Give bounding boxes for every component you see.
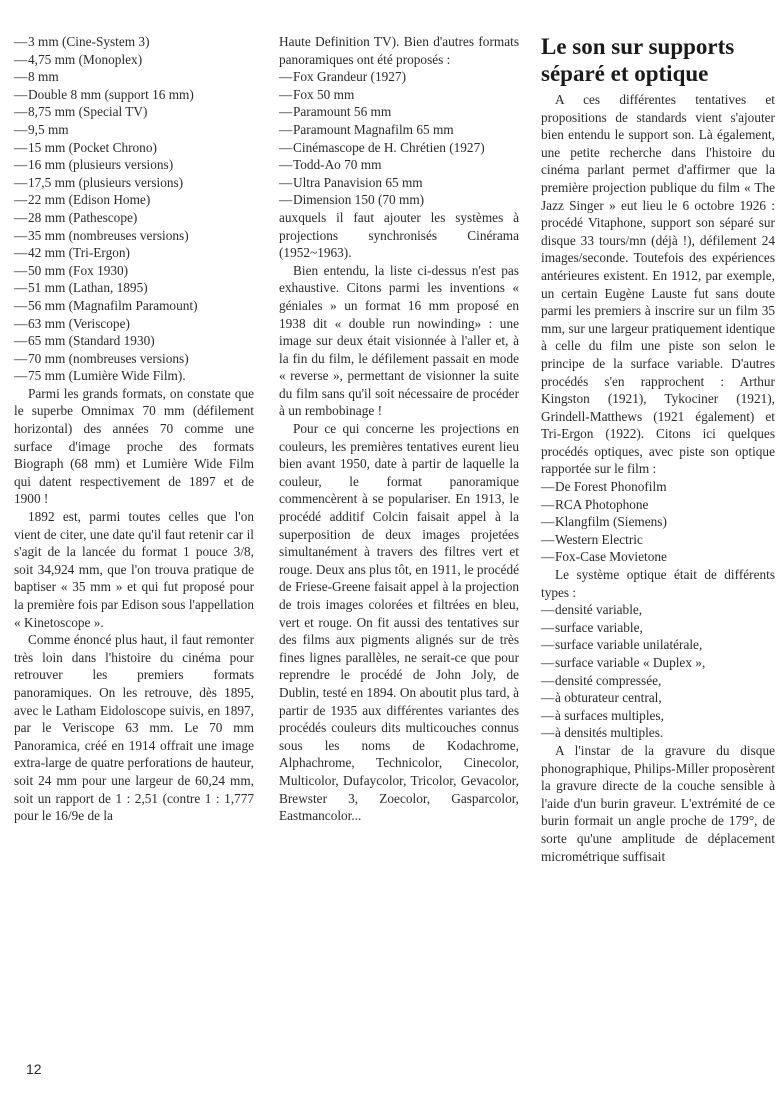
list-item-text: 3 mm (Cine-System 3) — [28, 34, 150, 49]
list-item-text: à densités multiples. — [555, 725, 664, 741]
list-item — [541, 478, 775, 496]
list-dash: — — [14, 333, 28, 349]
list-item-text: 15 mm (Pocket Chrono) — [28, 139, 157, 155]
list-item — [541, 654, 775, 672]
list-dash: — — [14, 192, 28, 208]
list-dash: — — [279, 104, 293, 120]
list-item-text: 17,5 mm (plusieurs versions) — [28, 174, 184, 190]
list-dash: — — [14, 34, 28, 49]
list-item — [279, 121, 519, 139]
list-item-text: Paramount Magnafilm 65 mm — [293, 121, 454, 137]
list-item-text: Ultra Panavision 65 mm — [293, 174, 423, 190]
list-item — [14, 297, 254, 315]
list-item — [14, 121, 254, 139]
optical-type-list — [541, 601, 775, 742]
list-item — [14, 367, 254, 385]
list-dash: — — [14, 245, 28, 261]
list-dash: — — [541, 637, 555, 653]
list-item — [14, 279, 254, 297]
list-dash: — — [14, 368, 28, 384]
list-item-text: 50 mm (Fox 1930) — [28, 262, 129, 278]
section-heading: Le son sur supports séparé et optique — [541, 34, 735, 86]
list-item-text: densité variable, — [555, 602, 643, 618]
list-item — [14, 156, 254, 174]
paragraph: A ces différentes tentatives et propositions de standards vient s'ajouter bien entendu le support son. Là également, une petite recherche dans l'histoire du cinéma parlant permet d'affirmer que la première projection publique du film « The Jazz Singer » eut lieu le 6 octobre 1926 : procédé Vitaphone, support son séparé sur disque 33 tours/mn (déjà !), défilement 24 images/seconde. Toutefois des expériences antérieures existent. En 1912, par exemple, un certain Eugène Lauste fut sans doute parmi les premiers à inscrire sur un film 35 mm, sur une largeur pratiquement identique à celle du film une piste son selon le principe de la surface variable. D'autres procédés s'en rapprochent : Arthur Kingston (1921), Tykociner (1921), Grindell-Matthews (1921 également) et Tri-Ergon (1922). Citons ici quelques procédés optiques, avec piste son optique rapportée sur le film : — [541, 92, 775, 477]
list-item-text: Western Electric — [555, 531, 643, 547]
list-item — [14, 174, 254, 192]
list-item-text: 8 mm — [28, 69, 59, 85]
list-item — [279, 86, 519, 104]
list-dash: — — [541, 531, 555, 547]
list-item — [541, 601, 775, 619]
column-3 — [541, 33, 775, 865]
list-dash: — — [541, 479, 555, 495]
paragraph: Haute Definition TV). Bien d'autres formats panoramiques ont été proposés : — [279, 34, 519, 67]
list-item-text: 75 mm (Lumière Wide Film). — [28, 368, 186, 384]
list-item — [279, 174, 519, 192]
paragraph: Le système optique était de différents types : — [541, 567, 775, 600]
list-item-text: surface variable, — [555, 619, 643, 635]
list-dash: — — [14, 157, 28, 173]
list-item-text: Paramount 56 mm — [293, 104, 392, 120]
list-item — [541, 636, 775, 654]
list-item-text: Fox Grandeur (1927) — [293, 69, 406, 85]
list-item — [14, 350, 254, 368]
list-dash: — — [14, 104, 28, 120]
list-item-text: densité compressée, — [555, 672, 662, 688]
list-item-text: 51 mm (Lathan, 1895) — [28, 280, 148, 296]
list-dash: — — [541, 690, 555, 706]
list-dash: — — [279, 86, 293, 102]
list-dash: — — [279, 121, 293, 137]
list-dash: — — [541, 619, 555, 635]
list-item — [541, 707, 775, 725]
list-item — [14, 262, 254, 280]
list-item — [14, 103, 254, 121]
list-dash: — — [279, 192, 293, 208]
list-dash: — — [14, 121, 28, 137]
list-item — [14, 68, 254, 86]
list-item-text: surface variable « Duplex », — [555, 655, 706, 670]
list-item — [541, 724, 775, 742]
list-item-text: surface variable unilatérale, — [555, 637, 703, 653]
list-item — [541, 496, 775, 514]
list-item — [14, 86, 254, 104]
list-item-text: Cinémascope de H. Chrétien (1927) — [293, 139, 485, 155]
list-dash: — — [14, 69, 28, 85]
list-dash: — — [14, 262, 28, 278]
list-item — [14, 244, 254, 262]
list-item — [14, 315, 254, 333]
list-dash: — — [541, 602, 555, 618]
list-item-text: 56 mm (Magnafilm Paramount) — [28, 297, 198, 313]
list-item-text: Dimension 150 (70 mm) — [293, 192, 425, 208]
paragraph: Pour ce qui concerne les projections en couleurs, les premières tentatives eurent lieu bien avant 1950, date à partir de laquelle la couleur, le format panoramique commencèrent à se populariser. En 1913, le procédé additif Colcin faisait appel à la superposition de deux images projetées simultanément à travers des filtres vert et rouge. Deux ans plus tôt, en 1911, le procédé de Friese-Greene faisait appel à la projection de trois images colorées et filtrées en bleu, vert et rouge. On fit aussi des tentatives sur des films aux pigments alignés sur de très fines lignes parallèles, ne serait-ce que pour reprendre le procédé de John Joly, de Dublin, testé en 1894. On aboutit plus tard, à partir de 1935 aux différentes variantes des procédés couleurs dits multicouches connus sous les noms de Kodachrome, Alphachrome, Technicolor, Cinecolor, Multicolor, Dufaycolor, Tricolor, Gevacolor, Brewster 3, Zoecolor, Gasparcolor, Eastmancolor... — [279, 421, 519, 824]
list-item — [279, 156, 519, 174]
list-dash: — — [14, 86, 28, 102]
list-item — [14, 51, 254, 69]
list-dash: — — [14, 297, 28, 313]
list-item-text: 65 mm (Standard 1930) — [28, 333, 155, 349]
list-item-text: Todd-Ao 70 mm — [293, 157, 382, 173]
format-list — [14, 33, 254, 385]
list-dash: — — [14, 280, 28, 296]
list-item — [541, 619, 775, 637]
list-dash: — — [14, 350, 28, 366]
list-item-text: Fox 50 mm — [293, 86, 355, 102]
list-item-text: 28 mm (Pathescope) — [28, 209, 138, 225]
list-item-text: à surfaces multiples, — [555, 707, 664, 723]
list-item — [14, 33, 254, 51]
list-item — [279, 103, 519, 121]
list-item-text: 63 mm (Veriscope) — [28, 315, 130, 331]
list-dash: — — [14, 139, 28, 155]
list-item — [541, 531, 775, 549]
list-dash: — — [541, 549, 555, 565]
list-item — [541, 548, 775, 566]
list-item — [541, 513, 775, 531]
paragraph: Bien entendu, la liste ci-dessus n'est pas exhaustive. Citons parmi les inventions « géniales » un format 16 mm proposé en 1938 dit « double run nowinding» : une image sur deux était visionnée à l'aller et, à la fin du film, le défilement passait en mode « reverse », permettant de visionner la suite du film sans qu'il soit nécessaire de procéder à un rembobinage ! — [279, 262, 519, 419]
list-item-text: 42 mm (Tri-Ergon) — [28, 245, 130, 261]
page-number: 12 — [26, 1061, 42, 1077]
list-dash: — — [541, 725, 555, 741]
list-item — [279, 68, 519, 86]
list-item — [14, 139, 254, 157]
paragraph: auxquels il faut ajouter les systèmes à projections synchronisés Cinérama (1952~1963). — [279, 209, 519, 261]
list-item-text: 16 mm (plusieurs versions) — [28, 157, 174, 173]
list-item-text: 4,75 mm (Monoplex) — [28, 51, 143, 67]
list-item — [14, 191, 254, 209]
list-dash: — — [14, 51, 28, 67]
list-item-text: 70 mm (nombreuses versions) — [28, 350, 189, 366]
list-item-text: 22 mm (Edison Home) — [28, 192, 151, 208]
list-item-text: Double 8 mm (support 16 mm) — [28, 86, 194, 102]
list-dash: — — [541, 514, 555, 530]
paragraph: A l'instar de la gravure du disque phonographique, Philips-Miller proposèrent la gravure directe de la couche sensible à l'aide d'un burin graveur. L'extrémité de ce burin formait un angle proche de 179°, de sorte qu'une amplitude de déplacement micrométrique suffisait — [541, 742, 775, 864]
list-item — [279, 139, 519, 157]
list-item-text: RCA Photophone — [555, 496, 649, 512]
list-item-text: 35 mm (nombreuses versions) — [28, 227, 189, 243]
list-dash: — — [279, 174, 293, 190]
list-item-text: Fox-Case Movietone — [555, 549, 667, 565]
list-item — [14, 209, 254, 227]
list-item — [14, 332, 254, 350]
list-dash: — — [279, 139, 293, 155]
list-item-text: à obturateur central, — [555, 690, 662, 706]
list-dash: — — [14, 174, 28, 190]
list-dash: — — [14, 315, 28, 331]
list-dash: — — [541, 655, 555, 670]
list-item — [279, 191, 519, 209]
list-dash: — — [14, 209, 28, 225]
paragraph: Comme énoncé plus haut, il faut remonter très loin dans l'histoire du cinéma pour retrouver les premiers formats panoramiques. On les retrouve, dès 1895, avec le Latham Eidoloscope suivis, en 1897, par le Veriscope 63 mm. Le 70 mm Panoramica, créé en 1914 offrait une image extra-large de quatre perforations de hauteur, soit 24 mm pour une largeur de 60,24 mm, soit un rapport de 1 : 2,51 (contre 1 : 1,777 pour le 16/9e de la — [14, 632, 254, 824]
list-dash: — — [279, 69, 293, 85]
paragraph: 1892 est, parmi toutes celles que l'on vient de citer, une date qu'il faut retenir car il s'agit de la lancée du format 1 pouce 3/8, soit 34,924 mm, que l'on trouva pratique de baptiser « 35 mm » et qui fut proposé pour la première fois par Edison sous l'appellation « Kinetoscope ». — [14, 509, 254, 630]
list-item-text: De Forest Phonofilm — [555, 479, 667, 495]
column-2 — [279, 33, 519, 825]
list-item — [14, 227, 254, 245]
paragraph: Parmi les grands formats, on constate que le superbe Omnimax 70 mm (défilement horizontal) des années 70 comme une surface d'image proche des formats Biograph (68 mm) et Lumière Wide Film qui datent respectivement de 1897 et de 1900 ! — [14, 385, 254, 507]
list-dash: — — [279, 157, 293, 173]
list-item — [541, 689, 775, 707]
list-dash: — — [541, 496, 555, 512]
list-item-text: Klangfilm (Siemens) — [555, 514, 667, 530]
list-dash: — — [541, 672, 555, 688]
column-1 — [14, 33, 254, 825]
list-item-text: 9,5 mm — [28, 121, 69, 137]
list-item-text: 8,75 mm (Special TV) — [28, 104, 148, 120]
list-dash: — — [14, 227, 28, 243]
panoramic-format-list — [279, 68, 519, 209]
optical-process-list — [541, 478, 775, 566]
list-dash: — — [541, 707, 555, 723]
list-item — [541, 672, 775, 690]
